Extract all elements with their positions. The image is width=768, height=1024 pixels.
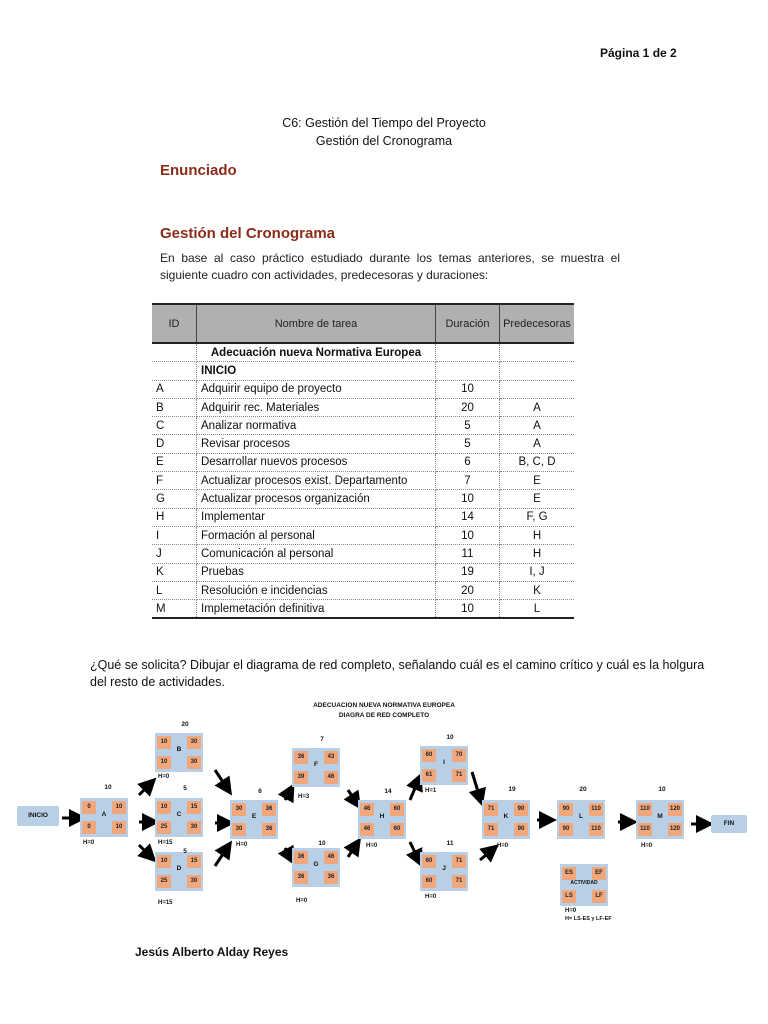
node-lf: 90: [514, 823, 528, 836]
node-ef: 30: [187, 736, 201, 749]
doc-title-line2: Gestión del Cronograma: [315, 134, 453, 148]
cell-predecessors: K: [500, 581, 575, 599]
node-slack: H=0: [83, 840, 95, 846]
node-ef: 110: [589, 803, 603, 816]
node-es: 36: [294, 751, 308, 764]
cell-id: A: [152, 380, 197, 398]
node-ls: 10: [157, 756, 171, 769]
node-lf: 36: [324, 871, 338, 884]
cell-duration: 10: [436, 526, 500, 544]
cell-name: Revisar procesos: [197, 435, 436, 453]
node-es: 36: [294, 851, 308, 864]
cell-duration: 6: [436, 453, 500, 471]
activity-node-c: [155, 798, 203, 837]
node-es: 30: [232, 803, 246, 816]
node-label: E: [251, 813, 257, 820]
activity-node-h: [358, 800, 406, 839]
cell-duration: 5: [436, 435, 500, 453]
author-name: Jesús Alberto Alday Reyes: [135, 945, 289, 959]
legend-formula: H= LS-ES y LF-EF: [565, 916, 612, 922]
end-node: FIN: [711, 815, 747, 833]
page-number: Página 1 de 2: [600, 46, 677, 60]
node-duration: 20: [181, 721, 189, 728]
node-es: 10: [157, 855, 171, 868]
node-ef: 120: [668, 803, 682, 816]
arrow-j-k: [480, 850, 492, 860]
activity-node-b: [155, 733, 203, 772]
cell-predecessors: H: [500, 526, 575, 544]
node-ef: 43: [324, 751, 338, 764]
cell-id: I: [152, 526, 197, 544]
node-ef: 36: [262, 803, 276, 816]
node-duration: 20: [579, 786, 587, 793]
cell-name: Adecuación nueva Normativa Europea: [197, 343, 436, 362]
arrow-e-f: [285, 791, 290, 800]
node-slack: H=15: [158, 900, 173, 906]
heading-gestion: Gestión del Cronograma: [160, 225, 336, 242]
node-duration: 10: [658, 786, 666, 793]
node-duration: 5: [183, 785, 187, 792]
cell-name: Comunicación al personal: [197, 545, 436, 563]
node-lf: 110: [589, 823, 603, 836]
node-slack: H=15: [158, 840, 173, 846]
node-label: L: [579, 813, 583, 820]
node-slack: H=0: [641, 843, 653, 849]
col-header-name: Nombre de tarea: [197, 304, 436, 343]
node-slack: H=0: [497, 843, 509, 849]
node-lf: 30: [187, 756, 201, 769]
legend-slack: H=0: [565, 908, 577, 914]
node-es: 10: [157, 801, 171, 814]
cell-predecessors: E: [500, 490, 575, 508]
cell-id: L: [152, 581, 197, 599]
cell-id: J: [152, 545, 197, 563]
cell-name: Resolución e incidencias: [197, 581, 436, 599]
arrow-d-e: [215, 848, 227, 866]
node-label: H: [379, 813, 385, 820]
start-node: INICIO: [17, 806, 59, 826]
node-label: I: [443, 759, 445, 766]
arrow-f-h: [348, 790, 356, 802]
cell-duration: 20: [436, 398, 500, 416]
activity-node-k: [482, 800, 530, 839]
node-label: C: [176, 811, 182, 818]
node-es: 60: [422, 749, 436, 762]
col-header-predecessors: Predecesoras: [500, 304, 575, 343]
node-ef: 15: [187, 855, 201, 868]
node-lf: 36: [262, 823, 276, 836]
cell-name: INICIO: [197, 362, 436, 380]
diagram-subtitle: DIAGRA DE RED COMPLETO: [338, 712, 430, 719]
node-ef: 10: [112, 801, 126, 814]
node-ls: 0: [82, 821, 96, 834]
arrow-e-g: [285, 848, 290, 857]
col-header-duration: Duración: [436, 304, 500, 343]
node-label: K: [503, 813, 509, 820]
node-lf: 71: [452, 875, 466, 888]
node-lf: 46: [324, 771, 338, 784]
cell-name: Adquirir equipo de proyecto: [197, 380, 436, 398]
node-ef: 90: [514, 803, 528, 816]
node-ls: 46: [360, 823, 374, 836]
arrow-a-d: [139, 845, 150, 856]
node-slack: H=3: [298, 794, 310, 800]
cell-name: Adquirir rec. Materiales: [197, 398, 436, 416]
node-label: D: [176, 865, 182, 872]
cell-name: Implemetación definitiva: [197, 600, 436, 619]
node-ef: 60: [390, 803, 404, 816]
node-ls: 60: [422, 875, 436, 888]
node-ef: 70: [452, 749, 466, 762]
activity-node-i: [420, 746, 468, 785]
cell-duration: 10: [436, 490, 500, 508]
heading-enunciado: Enunciado: [160, 162, 237, 179]
cell-name: Analizar normativa: [197, 417, 436, 435]
doc-title-line1: C6: Gestión del Tiempo del Proyecto: [282, 116, 486, 130]
cell-id: F: [152, 472, 197, 490]
activity-node-l: [557, 800, 605, 839]
arrow-b-e: [215, 770, 227, 788]
node-label: A: [101, 811, 107, 818]
node-lf: 71: [452, 769, 466, 782]
legend-node: [560, 864, 608, 906]
cell-predecessors: E: [500, 472, 575, 490]
node-duration: 11: [446, 840, 454, 847]
cell-predecessors: A: [500, 417, 575, 435]
col-header-id: ID: [152, 304, 197, 343]
node-lf: 60: [390, 823, 404, 836]
node-es: 71: [484, 803, 498, 816]
diagram-title: ADECUACION NUEVA NORMATIVA EUROPEA: [313, 702, 455, 709]
question-text: ¿Qué se solicita? Dibujar el diagrama de red completo, señalando cuál es el camino crítico y cuál es la holgura del resto de actividades.: [90, 658, 705, 689]
cell-name: Formación al personal: [197, 526, 436, 544]
cell-predecessors: A: [500, 398, 575, 416]
cell-predecessors: B, C, D: [500, 453, 575, 471]
node-ls: 39: [294, 771, 308, 784]
node-ef: 71: [452, 855, 466, 868]
legend-ef: EF: [592, 867, 606, 880]
cell-duration: 20: [436, 581, 500, 599]
cell-duration: 5: [436, 417, 500, 435]
cell-name: Implementar: [197, 508, 436, 526]
legend-ls: LS: [562, 890, 576, 903]
node-label: J: [442, 865, 446, 872]
node-duration: 10: [104, 784, 112, 791]
activity-node-m: [636, 800, 684, 839]
activity-node-e: [230, 800, 278, 839]
cell-predecessors: H: [500, 545, 575, 563]
node-label: M: [657, 813, 663, 820]
node-ef: 46: [324, 851, 338, 864]
node-es: 0: [82, 801, 96, 814]
node-lf: 120: [668, 823, 682, 836]
node-lf: 30: [187, 875, 201, 888]
cell-id: G: [152, 490, 197, 508]
node-es: 60: [422, 855, 436, 868]
node-es: 10: [157, 736, 171, 749]
node-duration: 14: [384, 788, 392, 795]
activity-node-g: [292, 848, 340, 887]
node-duration: 10: [318, 840, 326, 847]
arrow-h-i: [410, 781, 418, 800]
node-ls: 61: [422, 769, 436, 782]
node-es: 110: [638, 803, 652, 816]
cell-name: Desarrollar nuevos procesos: [197, 453, 436, 471]
arrow-h-j: [410, 842, 418, 859]
node-slack: H=0: [425, 894, 437, 900]
cell-predecessors: A: [500, 435, 575, 453]
intro-paragraph: En base al caso práctico estudiado durante los temas anteriores, se muestra el siguiente cuadro con actividades, predecesoras y duraciones:: [160, 251, 620, 282]
node-ls: 110: [638, 823, 652, 836]
cell-duration: 10: [436, 600, 500, 619]
cell-name: Actualizar procesos organización: [197, 490, 436, 508]
node-ls: 30: [232, 823, 246, 836]
node-label: F: [314, 761, 318, 768]
arrow-g-h: [348, 845, 356, 857]
arrow-a-b: [139, 784, 150, 795]
node-duration: 5: [183, 848, 187, 855]
node-ls: 25: [157, 875, 171, 888]
arrow-i-k: [472, 772, 480, 798]
node-ls: 71: [484, 823, 498, 836]
node-es: 90: [559, 803, 573, 816]
cell-id: H: [152, 508, 197, 526]
cell-predecessors: L: [500, 600, 575, 619]
cell-duration: 7: [436, 472, 500, 490]
node-duration: 7: [320, 736, 324, 743]
node-slack: H=0: [158, 774, 170, 780]
cell-name: Actualizar procesos exist. Departamento: [197, 472, 436, 490]
legend-activity: ACTIVIDAD: [570, 880, 598, 886]
cell-id: E: [152, 453, 197, 471]
cell-id: K: [152, 563, 197, 581]
node-label: G: [313, 861, 319, 868]
node-duration: 10: [446, 734, 454, 741]
node-label: B: [176, 746, 182, 753]
cell-id: D: [152, 435, 197, 453]
cell-duration: 10: [436, 380, 500, 398]
node-duration: 19: [508, 786, 516, 793]
activity-node-j: [420, 852, 468, 891]
node-slack: H=0: [296, 898, 308, 904]
node-lf: 30: [187, 821, 201, 834]
activity-node-a: [80, 798, 128, 837]
cell-duration: 14: [436, 508, 500, 526]
node-ls: 90: [559, 823, 573, 836]
node-ls: 25: [157, 821, 171, 834]
cell-id: B: [152, 398, 197, 416]
cell-duration: 11: [436, 545, 500, 563]
cell-name: Pruebas: [197, 563, 436, 581]
cell-id: M: [152, 600, 197, 619]
legend-es: ES: [562, 867, 576, 880]
node-slack: H=0: [366, 843, 378, 849]
node-es: 46: [360, 803, 374, 816]
cell-predecessors: I, J: [500, 563, 575, 581]
legend-lf: LF: [592, 890, 606, 903]
activity-node-f: [292, 748, 340, 787]
node-ef: 15: [187, 801, 201, 814]
cell-id: C: [152, 417, 197, 435]
node-lf: 10: [112, 821, 126, 834]
node-slack: H=0: [236, 842, 248, 848]
activity-node-d: [155, 852, 203, 891]
node-duration: 6: [258, 788, 262, 795]
cell-duration: 19: [436, 563, 500, 581]
node-ls: 36: [294, 871, 308, 884]
node-slack: H=1: [425, 788, 437, 794]
cell-predecessors: F, G: [500, 508, 575, 526]
